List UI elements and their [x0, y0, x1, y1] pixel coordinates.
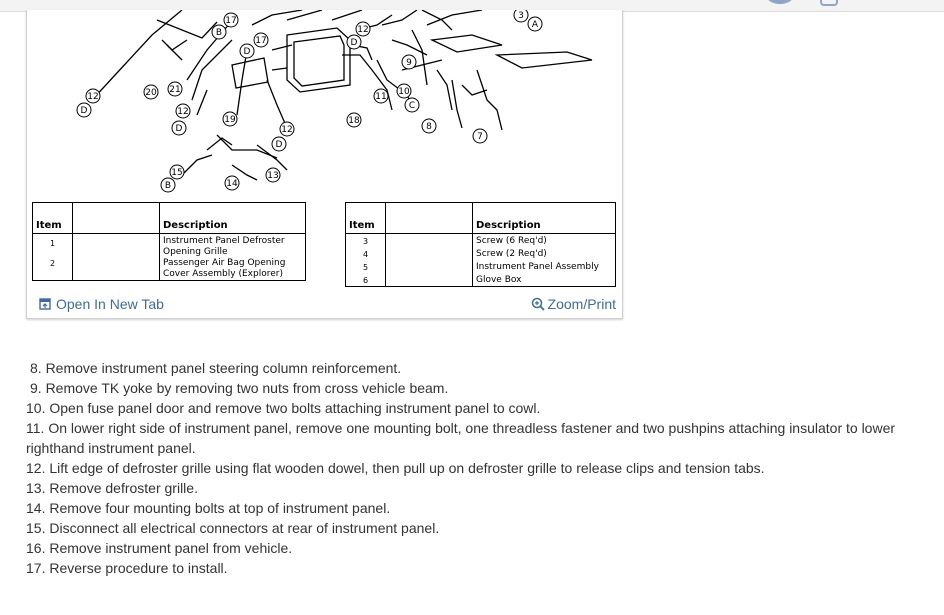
- item-number: 3: [346, 234, 386, 248]
- callout-label: 17: [225, 16, 237, 26]
- callout-label: 21: [169, 85, 181, 95]
- callout-label: B: [215, 28, 223, 38]
- blank-cell: [386, 234, 473, 248]
- item-number: 2: [33, 258, 73, 281]
- zoom-print-link[interactable]: [531, 296, 616, 312]
- table-row: [33, 234, 306, 259]
- step-item: 13. Remove defroster grille.: [26, 480, 198, 496]
- item-description: Screw (2 Req'd): [473, 247, 616, 260]
- step-item: 10. Open fuse panel door and remove two bolts attaching instrument panel to cowl.: [26, 400, 541, 416]
- instruction-steps: [26, 358, 931, 578]
- item-number: 4: [346, 247, 386, 260]
- step-item: 8. Remove instrument panel steering column reinforcement.: [30, 360, 402, 376]
- step-item: 16. Remove instrument panel from vehicle.: [26, 540, 293, 556]
- column-header: Item: [33, 203, 73, 234]
- callout-label: 7: [477, 132, 483, 142]
- blank-cell: [386, 260, 473, 273]
- zoom-in-icon: [531, 297, 545, 311]
- step-item: 12. Lift edge of defroster grille using flat wooden dowel, then pull up on defroster grille to release clips and tension tabs.: [26, 460, 765, 476]
- callout-label: D: [275, 140, 283, 150]
- callout-label: D: [175, 124, 183, 134]
- callout-label: 12: [281, 125, 293, 135]
- item-number: 1: [33, 234, 73, 259]
- item-number: 5: [346, 260, 386, 273]
- callout-label: D: [243, 47, 251, 57]
- callout-label: A: [531, 20, 539, 30]
- blank-cell: [386, 273, 473, 287]
- table-row: [33, 258, 306, 281]
- item-description: Instrument Panel Defroster Opening Grille: [160, 234, 306, 259]
- legend-table-left: [32, 202, 306, 281]
- table-row: [346, 273, 616, 287]
- open-in-new-tab-label: Open In New Tab: [56, 296, 164, 312]
- callout-label: D: [350, 38, 358, 48]
- callout-label: 10: [398, 87, 410, 97]
- callout-label: 15: [171, 168, 183, 178]
- table-row: [346, 247, 616, 260]
- callout-label: C: [408, 101, 416, 111]
- bookmark-icon[interactable]: [820, 0, 838, 6]
- callout-label: 3: [518, 11, 524, 21]
- item-description: Instrument Panel Assembly: [473, 260, 616, 273]
- callout-label: B: [164, 181, 172, 191]
- callout-label: 12: [177, 107, 189, 117]
- callout-label: D: [80, 106, 88, 116]
- zoom-print-label: Zoom/Print: [547, 296, 616, 312]
- legend-table-right: [345, 202, 616, 287]
- step-item: 14. Remove four mounting bolts at top of instrument panel.: [26, 500, 391, 516]
- avatar[interactable]: [766, 0, 794, 4]
- step-item: 11. On lower right side of instrument panel, remove one mounting bolt, one threadless fastener and two pushpins attaching insulator to lower righthand instrument panel.: [26, 420, 896, 456]
- callout-label: 18: [348, 116, 360, 126]
- open-in-new-tab-link[interactable]: [39, 296, 164, 312]
- column-header: Item: [346, 203, 386, 234]
- callout-label: 13: [267, 171, 279, 181]
- table-row: [346, 234, 616, 248]
- step-item: 17. Reverse procedure to install.: [26, 560, 228, 576]
- callout-label: 17: [255, 36, 267, 46]
- table-row: [346, 260, 616, 273]
- column-header: [73, 203, 160, 234]
- diagram-figure: [26, 10, 623, 319]
- callout-label: 11: [375, 92, 387, 102]
- blank-cell: [73, 234, 160, 259]
- callout-label: 14: [226, 179, 238, 189]
- open-tab-icon: [39, 298, 51, 310]
- callout-label: 19: [224, 115, 236, 125]
- blank-cell: [73, 258, 160, 281]
- column-header: Description: [473, 203, 616, 234]
- item-description: Screw (6 Req'd): [473, 234, 616, 248]
- callout-label: 12: [87, 92, 99, 102]
- item-description: Glove Box: [473, 273, 616, 287]
- step-item: 15. Disconnect all electrical connectors at rear of instrument panel.: [26, 520, 440, 536]
- figure-footer: [27, 296, 622, 318]
- item-number: 6: [346, 273, 386, 287]
- item-description: Passenger Air Bag Opening Cover Assembly (Explorer): [160, 258, 306, 281]
- callout-label: 12: [357, 25, 369, 35]
- callout-label: 9: [406, 58, 412, 68]
- column-header: [386, 203, 473, 234]
- callout-label: 20: [145, 88, 157, 98]
- column-header: Description: [160, 203, 306, 234]
- blank-cell: [386, 247, 473, 260]
- step-item: 9. Remove TK yoke by removing two nuts from cross vehicle beam.: [30, 380, 449, 396]
- callout-label: 8: [426, 122, 432, 132]
